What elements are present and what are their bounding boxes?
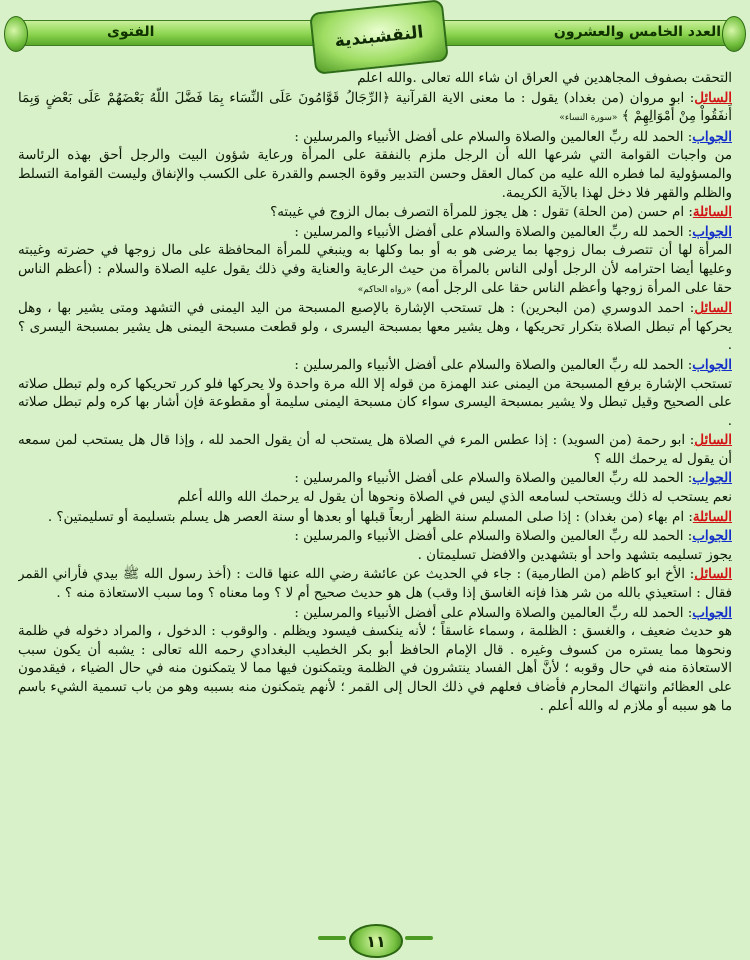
question-6: السائل: الأخ ابو كاظم (من الطارمية) : جاء في الحديث عن عائشة رضي الله عنها قالت : (أخذ رسول الله ﷺ بيدي فأراني القمر فقال : استعيذي بالله من شر هذا فإنه الغاسق إذا وقب) هل هو حديث صحيح أم لا ؟ وما معناه ؟ وما سبب الاستعاذة منه ؟ .: [18, 566, 732, 602]
answer-label: الجواب: [692, 223, 732, 240]
asker-label: السائل: [694, 89, 732, 106]
answer-label: الجواب: [692, 470, 732, 487]
magazine-logo-badge: [309, 0, 449, 75]
answer-label: الجواب: [692, 128, 732, 145]
asker-label: السائل: [694, 432, 732, 449]
answer-label: الجواب: [692, 528, 732, 545]
question-1: السائل: ابو مروان (من بغداد) يقول : ما معنى الاية القرآنية ﴿الرِّجَالُ قَوَّامُونَ عَلَى النِّسَاء بِمَا فَضَّلَ اللّهُ بَعْضَهُمْ عَلَى بَعْضٍ وَبِمَا أَنفَقُواْ مِنْ أَمْوَالِهِمْ ﴾ «سورة النساء»: [18, 89, 732, 125]
magazine-name: النقشبندية: [333, 22, 425, 52]
answer-label: الجواب: [692, 604, 732, 621]
header-banner: [10, 6, 740, 68]
asker-label: السائل: [694, 300, 732, 317]
answer-4: الجواب: الحمد لله ربِّ العالمين والصلاة والسلام على أفضل الأنبياء والمرسلين : نعم يستحب له ذلك ويستحب لسامعه الذي ليس في الصلاة ونحوها أن يقول له يرحمك الله والله أعلم: [177, 470, 732, 506]
scroll-right-ornament: [722, 16, 746, 52]
fatwa-text: [18, 70, 732, 912]
asker-label: السائلة: [692, 204, 732, 221]
section-title: الفتوى: [107, 24, 155, 40]
answer-5: الجواب: الحمد لله ربِّ العالمين والصلاة والسلام على أفضل الأنبياء والمرسلين : يجوز تسليمه بتشهد واحد أو بتشهدين والافضل تسليمتان .: [294, 528, 732, 563]
answer-6: الجواب: الحمد لله ربِّ العالمين والصلاة والسلام على أفضل الأنبياء والمرسلين : هو حديث ضعيف ، والغسق : الظلمة ، وسماء غاسقاً ؛ لأنه ينكسف فيسود ويظلم . والوقوب : الدخول ، والمراد دخوله في ظلمة ونحوها مما يستره من كسوف وغيره . قال الإمام الحافظ أبو بكر الخطيب البغدادي رحمه الله تعالى : يشبه أن يكون سبب الاستعاذة منه في حال وقوبه ؛ لأنَّ أهل الفساد ينتشرون في الظلمة ويتمكنون فيها مما لا يتمكنون منه في حال الضياء ، فيقدمون على العظائم وانتهاك المحارم فأضاف فعلهم في ذلك الحال إلى القمر ؛ لأنهم يتمكنون منه بسببه وهو من باب تسمية الشيء باسم ما هو سببه أو ملازم له والله أعلم .: [18, 604, 732, 714]
asker-label: السائلة: [692, 508, 732, 525]
question-3: السائل: احمد الدوسري (من البحرين) : هل تستحب الإشارة بالإصبع المسبحة من اليد اليمنى في التشهد ومتى يشير بها ، وهل يحركها أم تبطل الصلاة بتكرار تحريكها ، وهل يشير معها بمسبحة اليسرى ، ولو قطعت مسبحة اليمنى هل يشير بمسبحة اليسرى ؟ .: [18, 300, 732, 354]
question-2: السائلة: ام حسن (من الحلة) تقول : هل يجوز للمرأة التصرف بمال الزوج في غيبته؟: [270, 204, 732, 221]
footer-ornament-left: [318, 936, 346, 940]
question-4: السائل: ابو رحمة (من السويد) : إذا عطس المرء في الصلاة هل يستحب له أن يقول الحمد لله ، وإذا قال هل يستحب لمن سمعه أن يقول له يرحمك الله ؟: [18, 432, 732, 467]
footer-ornament-right: [405, 936, 433, 940]
asker-label: السائل: [694, 566, 732, 583]
page-number: ١١: [349, 924, 403, 958]
paragraph-intro: التحقت بصفوف المجاهدين في العراق ان شاء الله تعالى .والله اعلم: [357, 71, 732, 86]
quran-reference: سورة النساء: [564, 113, 612, 124]
question-5: السائلة: ام بهاء (من بغداد) : إذا صلى المسلم سنة الظهر أربعاً قبلها أو بعدها أو سنة العصر هل يسلم بتسليمة أو تسليمتين؟ .: [47, 508, 732, 525]
answer-1: الجواب: الحمد لله ربِّ العالمين والصلاة والسلام على أفضل الأنبياء والمرسلين : من واجبات القوامة التي شرعها الله أن الرجل ملزم بالنفقة على المرأة ورعاية شؤون البيت والرجل أحق بهذه الرئاسة والمسؤولية لما فطره الله عليه من كمال العقل وحسن التدبير وقوة الجسم والقدرة على الكسب والإنفاق وليست القوامة التسلط والظلم والقهر فلا دخل لهذا بالآية الكريمة.: [18, 128, 732, 201]
scroll-left-ornament: [4, 16, 28, 52]
answer-label: الجواب: [692, 356, 732, 373]
answer-3: الجواب: الحمد لله ربِّ العالمين والصلاة والسلام على أفضل الأنبياء والمرسلين : تستحب الإشارة برفع المسبحة من اليمنى عند الهمزة من قوله إلا الله مرة واحدة ولا يحركها فلو كرر تحريكها كره ولم تبطل صلاته على الصحيح وقيل تبطل ولا يشير بمسبحة اليسرى سواء كان مسبحة اليمنى سليمة أو مقطوعة فإن أشار بها كره ولم تبطل صلاته .: [18, 356, 732, 429]
answer-2: الجواب: الحمد لله ربِّ العالمين والصلاة والسلام على أفضل الأنبياء والمرسلين : المرأة لها أن تتصرف بمال زوجها بما يرضى هو به أو بما وكلها به وينبغي للمرأة المحافظة على مال زوجها في حضرته وغيبته وعليها أيضا احترامه لأن الرجل أولى الناس بالمرأة من حيث الرعاية والعناية وفي ذلك يقول عليه الصلاة والسلام : (أعظم الناس حقا على المرأة زوجها وأعظم الناس حقا على الرجل أمه) «رواه الحاكم»: [18, 223, 732, 296]
hadith-reference: رواه الحاكم: [363, 284, 407, 295]
issue-title: العدد الخامس والعشرون: [553, 24, 721, 40]
